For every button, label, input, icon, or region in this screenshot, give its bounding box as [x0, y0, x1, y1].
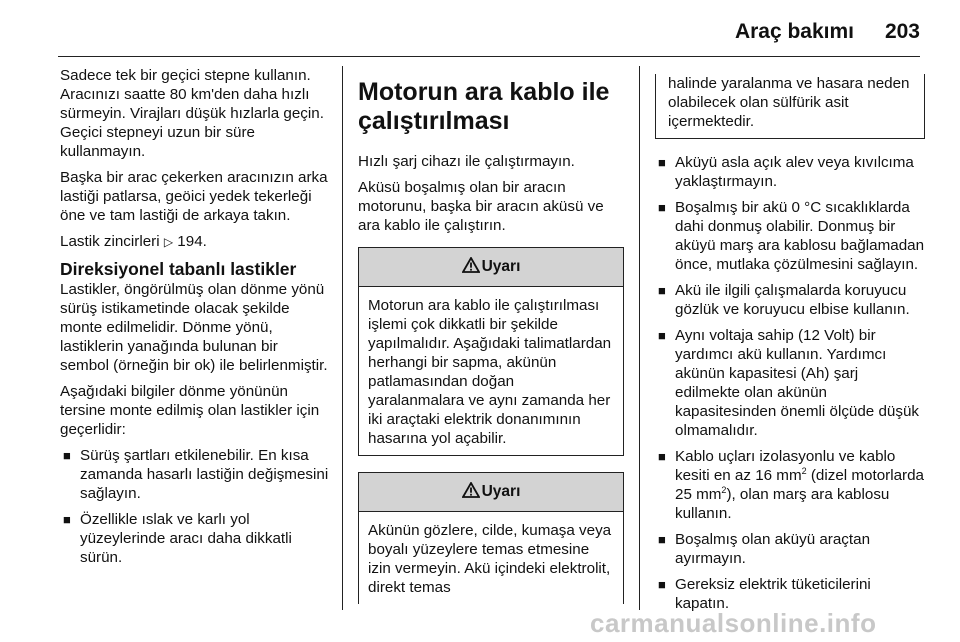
bullet-icon: ■ [658, 577, 666, 592]
section-title: Motorun ara kablo ile çalıştırılması [358, 78, 610, 135]
paragraph: Hızlı şarj cihazı ile çalıştırmayın. [358, 153, 575, 170]
cross-reference [60, 232, 330, 252]
bullet-list [655, 153, 925, 613]
bullet-icon: ■ [63, 448, 71, 463]
list-item: ■ Gereksiz elektrik tüketicilerini kapatın. [658, 576, 871, 612]
bullet-icon: ■ [658, 155, 666, 170]
column-3 [655, 75, 925, 620]
warning-label: Uyarı [481, 258, 521, 275]
bullet-icon: ■ [658, 200, 666, 215]
warning-box [358, 472, 624, 604]
warning-icon [462, 257, 480, 273]
list-item: ■ Akü ile ilgili çalışmalarda koruyucu gözlük ve koruyucu elbise kullanın. [658, 282, 910, 318]
section-heading: Direksiyonel tabanlı lastikler [60, 259, 297, 279]
warning-icon [462, 482, 480, 498]
warning-header [359, 248, 623, 287]
bullet-icon: ■ [658, 328, 666, 343]
page-number: 203 [884, 20, 920, 43]
page-ref-icon[interactable]: ▷ [163, 235, 174, 249]
column-2 [358, 66, 624, 604]
bullet-icon: ■ [658, 283, 666, 298]
list-item: ■ Boşalmış olan aküyü araçtan ayırmayın. [658, 531, 871, 567]
watermark: carmanualsonline.info [590, 608, 877, 638]
paragraph: Sadece tek bir geçici stepne kullanın. Aracınızı saatte 80 km'den daha hızlı sürmeyin. Virajları düşük hızlarla geçin. Geçici stepneyi uzun bir süre kullanmayın. [60, 67, 324, 160]
header-divider [58, 56, 920, 57]
bullet-list [60, 446, 330, 567]
chapter-title: Araç bakımı [734, 20, 854, 43]
bullet-icon: ■ [63, 512, 71, 527]
warning-label: Uyarı [481, 483, 521, 500]
list-item: ■ Boşalmış bir akü 0 °C sıcaklıklarda dahi donmuş olabilir. Donmuş bir aküyü marş ara kablosu bağlamadan önce, mutlaka çözülmesini sağlayın. [658, 199, 925, 273]
bullet-icon: ■ [658, 532, 666, 547]
paragraph: Lastikler, öngörülmüş olan dönme yönü sürüş istikametinde olacak şekilde monte edilmelidir. Dönme yönü, lastiklerin yanağında bulunan bir sembol (örneğin bir ok) ile belirlenmiştir. [60, 281, 328, 374]
list-item: ■ Aynı voltaja sahip (12 Volt) bir yardımcı akü kullanın. Yardımcı akünün kapasitesi (Ah) şarj edilmekte olan akünün kapasitesinden önemli ölçüde düşük olmamalıdır. [658, 327, 920, 439]
list-item: ■ Sürüş şartları etkilenebilir. En kısa zamanda hasarlı lastiğin değişmesini sağlayın. [63, 447, 329, 502]
column-divider-1 [342, 66, 343, 610]
page-header [0, 0, 960, 58]
paragraph: Aküsü boşalmış olan bir aracın motorunu, başka bir aracın aküsü ve ara kablo ile çalıştırın. [358, 179, 604, 234]
warning-box [358, 247, 624, 456]
warning-header [359, 473, 623, 512]
column-divider-2 [639, 66, 640, 610]
warning-text: Akünün gözlere, cilde, kumaşa veya boyalı yüzeylere temas etmesine izin vermeyin. Akü içindeki elektrolit, direkt temas [368, 522, 612, 596]
warning-box-continued: halinde yaralanma ve hasara neden olabilecek olan sülfürik asit içermektedir. [655, 74, 925, 139]
paragraph: Başka bir arac çekerken aracınızın arka lastiği patlarsa, geöici yedek tekerleği öne ve tam lastiği de arkaya takın. [60, 169, 328, 224]
reference-text: Lastik zincirleri [60, 233, 160, 250]
bullet-icon: ■ [658, 449, 666, 464]
reference-page[interactable]: 194. [177, 233, 207, 250]
list-item: ■ Kablo uçları izolasyonlu ve kablo kesiti en az 16 $mm^2$ (dizel motorlarda 25 $mm^2$), olan marş ara kablosu kullanın. [658, 448, 924, 522]
column-1 [60, 66, 330, 574]
list-item: ■ Aküyü asla açık alev veya kıvılcıma yaklaştırmayın. [658, 154, 914, 190]
warning-text: Motorun ara kablo ile çalıştırılması işlemi çok dikkatli bir şekilde yapılmalıdır. Aşağıdaki talimatlardan herhangi bir sapma, akünün patlamasından doğan yaralanmalara ve aynı zamanda her iki araçtaki elektrik donanımının hasarına yol açabilir. [368, 297, 612, 447]
paragraph: Aşağıdaki bilgiler dönme yönünün tersine monte edilmiş olan lastikler için geçerlidir: [60, 383, 320, 438]
list-item: ■ Özellikle ıslak ve karlı yol yüzeylerinde aracı daha dikkatli sürün. [63, 511, 292, 566]
